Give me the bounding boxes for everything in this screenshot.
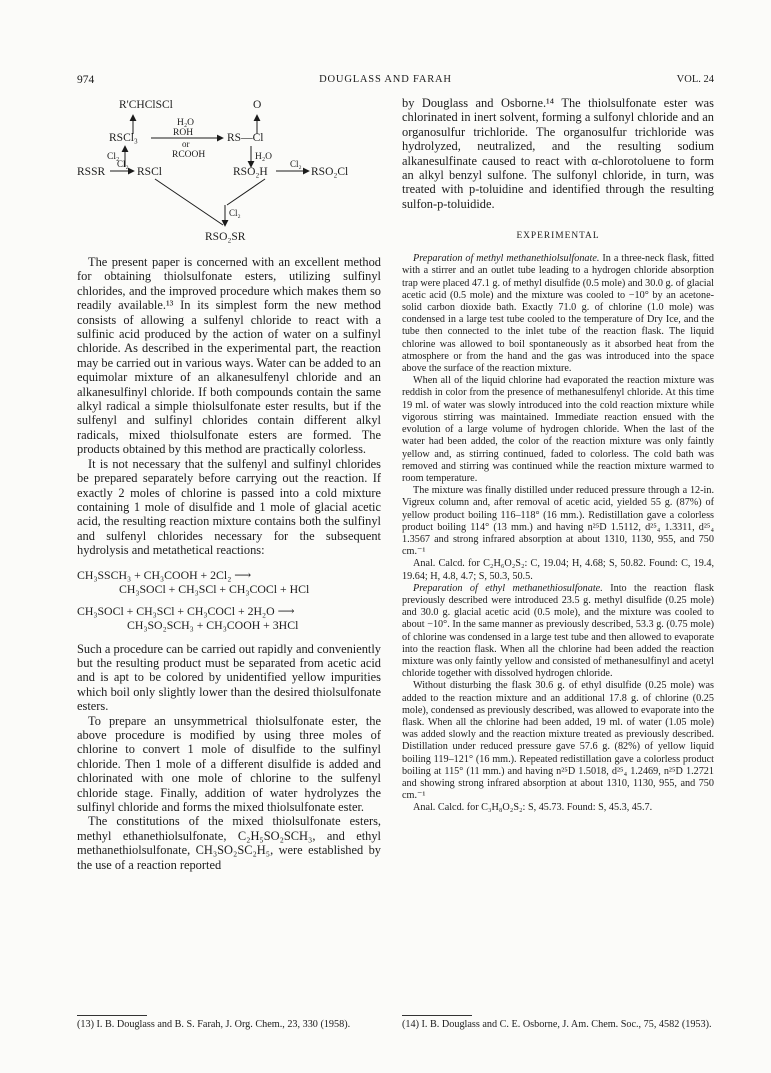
footnote-rule-right: [402, 1015, 472, 1016]
scheme-top-left: R'CHClSCl: [119, 99, 173, 111]
left-paragraph-5: The constitutions of the mixed thiolsulfonate esters, methyl ethanethiolsulfonate, C₂H₅SO₂SCH₃, and ethyl methanethiolsulfonate, CH₃SO₂SC₂H₅, were established by the use of a reaction reported: [77, 814, 381, 872]
experiment-2-paragraph-2: Without disturbing the flask 30.6 g. of ethyl disulfide (0.25 mole) was added to the reaction mixture and an additional 17.8 g. of chlorine (0.25 mole), condensed as previously described, was allowed to evaporate into the flask. When all the chlorine had been added, 19 ml. of water (1.05 mole) was added slowly and the reaction mixture treated as previously described. Distillation under reduced pressure gave 57.6 g. (82%) of yellow liquid boiling 119–121° (16 mm.). Repeated redistillation gave a colorless product boiling at 115° (11 mm.) and having n²⁵D 1.5018, d²⁵₄ 1.2469, n²⁵D 1.2721 and showing strong infrared absorption at about 1310, 1130, 955, and 750 cm.⁻¹: [402, 680, 714, 802]
footnote-13: (13) I. B. Douglass and B. S. Farah, J. Org. Chem., 23, 330 (1958).: [77, 1019, 351, 1030]
experiment-1-analysis: Anal. Calcd. for C₂H₆O₂S₂: C, 19.04; H, 4.68; S, 50.82. Found: C, 19.4, 19.64; H, 4.8, 4.7; S, 50.3, 50.5.: [402, 558, 714, 582]
right-paragraph-1: by Douglass and Osborne.¹⁴ The thiolsulfonate ester was chlorinated in inert solvent, forming a sulfonyl chloride and an organosulfur trichloride. The organosulfur trichloride was hydrolyzed, neutralized, and the resulting sodium alkanesulfinate caused to react with α-chlorotoluene to form an alkyl benzyl sulfone. The sulfonyl chloride, in turn, was treated with p-toluidine and identified through the resulting sulfon-p-toluidide.: [402, 96, 714, 211]
equation-1-line-1: CH₃SSCH₃ + CH₃COOH + 2Cl₂ ⟶: [77, 567, 252, 582]
scheme-cl2-a: Cl₂: [117, 159, 129, 169]
scheme-rso2sr: RSO₂SR: [205, 231, 246, 243]
footnote-14: (14) I. B. Douglass and C. E. Osborne, J. Am. Chem. Soc., 75, 4582 (1953).: [402, 1019, 712, 1030]
left-paragraph-4: To prepare an unsymmetrical thiolsulfonate ester, the above procedure is modified by using three moles of chlorine to convert 1 mole of disulfide to the sulfinyl chloride. Then 1 mole of a different disulfide is added and chlorinated with one mole of chlorine to the sulfenyl chloride stage. Finally, addition of water hydrolyzes the sulfinyl chloride and forms the mixed thiolsulfonate ester.: [77, 713, 381, 814]
experiment-2-title: Preparation of ethyl methanethiosulfonate.: [413, 582, 603, 594]
equation-2-line-1: CH₃SOCl + CH₃SCl + CH₃COCl + 2H₂O ⟶: [77, 603, 295, 618]
right-column: [402, 96, 714, 815]
scheme-rscl3: RSCl₃: [109, 132, 138, 144]
scheme-or: or: [182, 139, 190, 149]
scheme-rscl: RSCl: [137, 166, 162, 178]
volume-label: VOL. 24: [676, 74, 714, 85]
left-paragraph-2: It is not necessary that the sulfenyl and sulfinyl chlorides be prepared separately before carrying out the reaction. If exactly 2 moles of chlorine is passed into a cold mixture containing 1 mole of disulfide and 1 mole of glacial acetic acid, the resulting reaction mixture contains both the sulfinyl and sulfenyl chlorides necessary for the subsequent hydrolysis and metathetical reactions:: [77, 456, 381, 558]
experiment-1-paragraph-3: The mixture was finally distilled under reduced pressure through a 12-in. Vigreux column and, after removal of acetic acid, yielded 55 g. (87%) of yellow product boiling 116–118° (16 mm.). Redistillation gave a colorless product boiling 114° (13 mm.) and having n²⁵D 1.5112, d²⁵₄ 1.3311, d²⁵₄ 1.3567 and strong infrared absorption at about 1310, 1130, 955, and 750 cm.⁻¹: [402, 485, 714, 558]
equation-1-line-2: CH₃SOCl + CH₃SCl + CH₃COCl + HCl: [119, 581, 310, 596]
reaction-scheme: [77, 95, 381, 247]
scheme-rcooh: RCOOH: [172, 150, 206, 160]
experiment-1-text: In a three-neck flask, fitted with a stirrer and an outlet tube leading to a hydrogen chloride absorption trap were placed 47.1 g. of methyl disulfide (0.5 mole) and 30.0 g. of glacial acetic acid (0.5 mole) and the mixture was cooled to −10° by an acetone-solid carbon dioxide bath. Exactly 71.0 g. of chlorine (1.0 mole) was condensed in a large test tube cooled to the temperature of Dry Ice, and the tube then connected to the inlet tube of the reaction flask. The liquid chlorine was allowed to boil spontaneously as it absorbed heat from the atmosphere or from the hand and the gas was introduced into the space above the surface of the reaction mixture.: [402, 253, 715, 375]
left-paragraph-3: Such a procedure can be carried out rapidly and conveniently but the resulting product must be separated from acetic acid and is apt to be colored by unidentified yellow impurities which boil only slightly lower than the desired thiolsulfonate esters.: [77, 641, 381, 714]
left-paragraph-1: The present paper is concerned with an excellent method for obtaining thiolsulfonate esters, utilizing sulfinyl chlorides, and the improved procedure which makes them so readily available.¹³ In its simplest form the new method consists of allowing a sulfenyl chloride to react with a sulfinic acid produced by the action of water on a sulfinyl chloride. As described in the experimental part, the reaction may be carried out in various ways. Water can be added to an equimolar mixture of an alkanesulfenyl chloride and an alkanesulfinyl chloride. If both compounds contain the same alkyl radical a simple thiolsulfonate ester results, but if the sulfenyl and sulfinyl chlorides contain different alkyl radicals, mixed thiolsulfonate esters are formed. The products obtained by this method are practically colorless.: [77, 255, 381, 457]
scheme-rso2h: RSO₂H: [233, 166, 268, 178]
scheme-cl2-left: Cl₂: [107, 152, 120, 162]
scheme-rssr: RSSR: [77, 166, 106, 178]
scheme-top-right: O: [253, 99, 262, 111]
right-footnote-block: [402, 1015, 714, 1031]
experiment-2-text: Into the reaction flask previously described were introduced 23.5 g. methyl disulfide (0.25 mole) and 30.0 g. glacial acetic acid (0.5 mole), and the mixture was cooled to about −10°. In the same manner as previously described, 53.3 g. (0.75 mole) of chlorine was condensed in a large test tube and then allowed to evaporate into the reaction flask. When all the chlorine had been added the reaction mixture was only faintly yellow and consisted of methanesulfinyl and acetyl chloride together with dissolved hydrogen chloride.: [402, 582, 715, 680]
experiment-2-analysis: Anal. Calcd. for C₃H₈O₂S₂: S, 45.73. Found: S, 45.3, 45.7.: [413, 802, 653, 814]
scheme-h2o-top: H₂O: [177, 118, 195, 128]
scheme-cl2-c: Cl₂: [229, 208, 241, 218]
section-heading: EXPERIMENTAL: [516, 231, 600, 242]
experiment-1-paragraph-2: When all of the liquid chlorine had evaporated the reaction mixture was reddish in color from the presence of methanesulfenyl chloride. At this time 19 ml. of water was slowly introduced into the cold reaction mixture while vigorous stirring was maintained. Immediate reaction ensued with the evolution of a large volume of hydrogen chloride. When the last of the water had been added, the color of the reaction mixture was only faintly yellow and, as stirring continued, faded to colorless. The cold bath was removed and stirring was continued while the reaction mixture warmed to room temperature.: [402, 375, 714, 484]
left-column: [77, 255, 381, 872]
running-title: DOUGLASS AND FARAH: [319, 74, 452, 85]
scheme-h2o-right: H₂O: [255, 152, 273, 162]
experiment-1-title: Preparation of methyl methanethiolsulfonate.: [413, 253, 600, 265]
footnote-rule: [77, 1015, 147, 1016]
scheme-roh: ROH: [173, 128, 194, 138]
equation-2-line-2: CH₃SO₂SCH₃ + CH₃COOH + 3HCl: [127, 617, 299, 632]
scheme-rs-cl: RS—Cl: [227, 132, 264, 144]
page-number: 974: [77, 74, 95, 86]
scheme-rso2cl: RSO₂Cl: [311, 166, 349, 178]
left-footnote-block: [77, 1015, 381, 1031]
scheme-cl2-b: Cl₂: [290, 159, 302, 169]
